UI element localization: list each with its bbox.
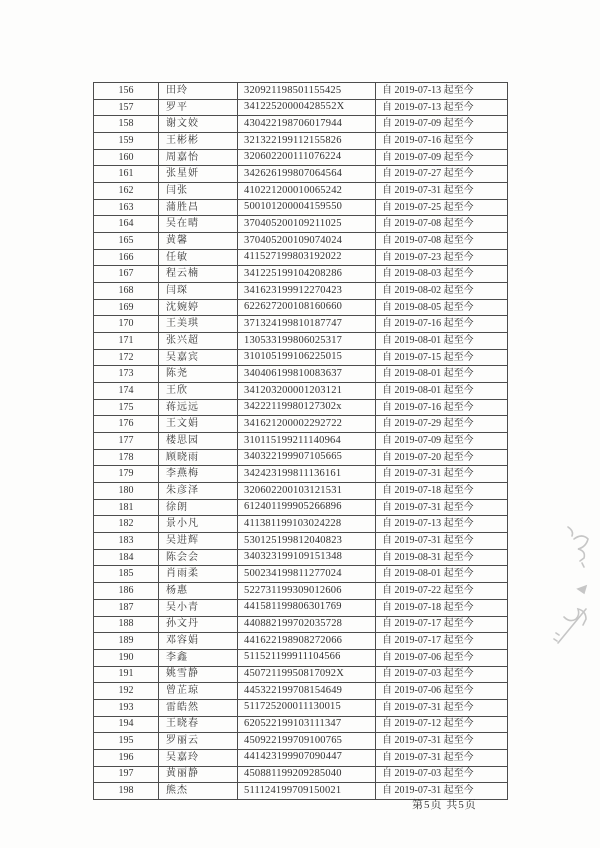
table-row — [94, 233, 508, 250]
period-cell: 自 2019-07-25 起至今 — [376, 199, 508, 216]
person-name-cell: 罗丽云 — [159, 733, 238, 750]
id-number-cell: 522731199309012606 — [238, 583, 376, 600]
id-number-cell: 342626199807064564 — [238, 166, 376, 183]
period-cell: 自 2019-08-01 起至今 — [376, 333, 508, 350]
period-cell: 自 2019-07-18 起至今 — [376, 599, 508, 616]
table-row — [94, 199, 508, 216]
period-cell: 自 2019-07-13 起至今 — [376, 99, 508, 116]
period-cell: 自 2019-07-09 起至今 — [376, 116, 508, 133]
row-number-cell: 176 — [94, 416, 159, 433]
id-number-cell: 411527199803192022 — [238, 249, 376, 266]
id-number-cell: 450881199209285040 — [238, 766, 376, 783]
id-number-cell: 500101200004159550 — [238, 199, 376, 216]
id-number-cell: 411381199103024228 — [238, 516, 376, 533]
period-cell: 自 2019-08-03 起至今 — [376, 266, 508, 283]
id-number-cell: 45072119950817092X — [238, 666, 376, 683]
person-name-cell: 吴小青 — [159, 599, 238, 616]
period-cell: 自 2019-07-16 起至今 — [376, 399, 508, 416]
period-cell: 自 2019-07-15 起至今 — [376, 349, 508, 366]
table-row — [94, 383, 508, 400]
row-number-cell: 192 — [94, 683, 159, 700]
person-name-cell: 朱彦泽 — [159, 483, 238, 500]
period-cell: 自 2019-07-31 起至今 — [376, 749, 508, 766]
id-number-cell: 430422198706017944 — [238, 116, 376, 133]
period-cell: 自 2019-07-06 起至今 — [376, 649, 508, 666]
id-number-cell: 441622198908272066 — [238, 633, 376, 650]
id-number-cell: 441581199806301769 — [238, 599, 376, 616]
id-number-cell: 321322199112155826 — [238, 133, 376, 150]
row-number-cell: 187 — [94, 599, 159, 616]
period-cell: 自 2019-07-03 起至今 — [376, 766, 508, 783]
table-row — [94, 599, 508, 616]
row-number-cell: 180 — [94, 483, 159, 500]
period-cell: 自 2019-07-16 起至今 — [376, 316, 508, 333]
person-name-cell: 李鑫 — [159, 649, 238, 666]
id-number-cell: 450922199709100765 — [238, 733, 376, 750]
person-name-cell: 王晓春 — [159, 716, 238, 733]
person-name-cell: 徐朗 — [159, 499, 238, 516]
table-row — [94, 283, 508, 300]
row-number-cell: 184 — [94, 549, 159, 566]
table-body — [94, 83, 508, 800]
row-number-cell: 185 — [94, 566, 159, 583]
table-row — [94, 266, 508, 283]
person-name-cell: 张兴超 — [159, 333, 238, 350]
table-row — [94, 699, 508, 716]
table-row — [94, 449, 508, 466]
table-row — [94, 466, 508, 483]
person-name-cell: 王欣 — [159, 383, 238, 400]
table-row — [94, 116, 508, 133]
row-number-cell: 174 — [94, 383, 159, 400]
person-name-cell: 熊杰 — [159, 783, 238, 800]
table-row — [94, 349, 508, 366]
row-number-cell: 182 — [94, 516, 159, 533]
row-number-cell: 171 — [94, 333, 159, 350]
row-number-cell: 173 — [94, 366, 159, 383]
row-number-cell: 160 — [94, 149, 159, 166]
table-row — [94, 499, 508, 516]
person-name-cell: 谢文姣 — [159, 116, 238, 133]
row-number-cell: 196 — [94, 749, 159, 766]
row-number-cell: 181 — [94, 499, 159, 516]
id-number-cell: 341623199912270423 — [238, 283, 376, 300]
row-number-cell: 159 — [94, 133, 159, 150]
period-cell: 自 2019-08-01 起至今 — [376, 566, 508, 583]
person-name-cell: 程云楠 — [159, 266, 238, 283]
row-number-cell: 195 — [94, 733, 159, 750]
table-row — [94, 583, 508, 600]
row-number-cell: 175 — [94, 399, 159, 416]
person-name-cell: 陈尧 — [159, 366, 238, 383]
id-number-cell: 320602200111076224 — [238, 149, 376, 166]
period-cell: 自 2019-07-31 起至今 — [376, 733, 508, 750]
id-number-cell: 410221200010065242 — [238, 183, 376, 200]
row-number-cell: 189 — [94, 633, 159, 650]
table-row — [94, 549, 508, 566]
period-cell: 自 2019-07-20 起至今 — [376, 449, 508, 466]
id-number-cell: 530125199812040823 — [238, 533, 376, 550]
id-number-cell: 342423199811136161 — [238, 466, 376, 483]
table-row — [94, 516, 508, 533]
id-number-cell: 441423199907090447 — [238, 749, 376, 766]
period-cell: 自 2019-08-02 起至今 — [376, 283, 508, 300]
table-row — [94, 249, 508, 266]
period-cell: 自 2019-07-17 起至今 — [376, 616, 508, 633]
person-name-cell: 雷皓然 — [159, 699, 238, 716]
period-cell: 自 2019-07-29 起至今 — [376, 416, 508, 433]
row-number-cell: 168 — [94, 283, 159, 300]
id-number-cell: 511725200011130015 — [238, 699, 376, 716]
person-name-cell: 李燕梅 — [159, 466, 238, 483]
person-name-cell: 黄馨 — [159, 233, 238, 250]
person-name-cell: 肖雨柔 — [159, 566, 238, 583]
row-number-cell: 166 — [94, 249, 159, 266]
period-cell: 自 2019-07-27 起至今 — [376, 166, 508, 183]
row-number-cell: 162 — [94, 183, 159, 200]
period-cell: 自 2019-07-31 起至今 — [376, 699, 508, 716]
row-number-cell: 194 — [94, 716, 159, 733]
id-number-cell: 310105199106225015 — [238, 349, 376, 366]
period-cell: 自 2019-08-05 起至今 — [376, 299, 508, 316]
personnel-roster-table — [93, 82, 508, 800]
row-number-cell: 172 — [94, 349, 159, 366]
period-cell: 自 2019-08-01 起至今 — [376, 366, 508, 383]
row-number-cell: 198 — [94, 783, 159, 800]
person-name-cell: 杨惠 — [159, 583, 238, 600]
row-number-cell: 156 — [94, 83, 159, 100]
id-number-cell: 371324199810187747 — [238, 316, 376, 333]
table-row — [94, 749, 508, 766]
table-row — [94, 99, 508, 116]
table-row — [94, 399, 508, 416]
id-number-cell: 34122520000428552X — [238, 99, 376, 116]
period-cell: 自 2019-07-13 起至今 — [376, 83, 508, 100]
person-name-cell: 王美琪 — [159, 316, 238, 333]
period-cell: 自 2019-07-08 起至今 — [376, 233, 508, 250]
person-name-cell: 陈会会 — [159, 549, 238, 566]
row-number-cell: 179 — [94, 466, 159, 483]
person-name-cell: 吴在晴 — [159, 216, 238, 233]
table-row — [94, 333, 508, 350]
id-number-cell: 341225199104208286 — [238, 266, 376, 283]
table-row — [94, 533, 508, 550]
row-number-cell: 177 — [94, 433, 159, 450]
id-number-cell: 34222119980127302x — [238, 399, 376, 416]
person-name-cell: 楼思园 — [159, 433, 238, 450]
row-number-cell: 169 — [94, 299, 159, 316]
id-number-cell: 440882199702035728 — [238, 616, 376, 633]
row-number-cell: 164 — [94, 216, 159, 233]
table-row — [94, 216, 508, 233]
period-cell: 自 2019-08-01 起至今 — [376, 383, 508, 400]
id-number-cell: 341621200002292722 — [238, 416, 376, 433]
id-number-cell: 320602200103121531 — [238, 483, 376, 500]
person-name-cell: 蒲胜昌 — [159, 199, 238, 216]
person-name-cell: 姚雪静 — [159, 666, 238, 683]
row-number-cell: 163 — [94, 199, 159, 216]
period-cell: 自 2019-08-31 起至今 — [376, 549, 508, 566]
table-row — [94, 366, 508, 383]
row-number-cell: 158 — [94, 116, 159, 133]
person-name-cell: 吴进辉 — [159, 533, 238, 550]
person-name-cell: 罗平 — [159, 99, 238, 116]
row-number-cell: 188 — [94, 616, 159, 633]
row-number-cell: 178 — [94, 449, 159, 466]
table-row — [94, 133, 508, 150]
period-cell: 自 2019-07-23 起至今 — [376, 249, 508, 266]
table-row — [94, 616, 508, 633]
row-number-cell: 193 — [94, 699, 159, 716]
person-name-cell: 闫张 — [159, 183, 238, 200]
id-number-cell: 130533199806025317 — [238, 333, 376, 350]
person-name-cell: 王彬彬 — [159, 133, 238, 150]
person-name-cell: 周嘉怡 — [159, 149, 238, 166]
table-row — [94, 733, 508, 750]
id-number-cell: 320921198501155425 — [238, 83, 376, 100]
period-cell: 自 2019-07-03 起至今 — [376, 666, 508, 683]
person-name-cell: 任敏 — [159, 249, 238, 266]
period-cell: 自 2019-07-31 起至今 — [376, 183, 508, 200]
person-name-cell: 景小凡 — [159, 516, 238, 533]
id-number-cell: 620522199103111347 — [238, 716, 376, 733]
id-number-cell: 340406199810083637 — [238, 366, 376, 383]
period-cell: 自 2019-07-31 起至今 — [376, 533, 508, 550]
person-name-cell: 曾芷琼 — [159, 683, 238, 700]
table-row — [94, 683, 508, 700]
row-number-cell: 183 — [94, 533, 159, 550]
faint-handwriting-mark — [540, 505, 600, 680]
period-cell: 自 2019-07-09 起至今 — [376, 433, 508, 450]
table-row — [94, 633, 508, 650]
row-number-cell: 197 — [94, 766, 159, 783]
row-number-cell: 186 — [94, 583, 159, 600]
period-cell: 自 2019-07-31 起至今 — [376, 466, 508, 483]
id-number-cell: 622627200108160660 — [238, 299, 376, 316]
table-row — [94, 299, 508, 316]
period-cell: 自 2019-07-09 起至今 — [376, 149, 508, 166]
person-name-cell: 吴嘉玲 — [159, 749, 238, 766]
person-name-cell: 张星妍 — [159, 166, 238, 183]
id-number-cell: 341203200001203121 — [238, 383, 376, 400]
person-name-cell: 蒋远远 — [159, 399, 238, 416]
table-row — [94, 649, 508, 666]
period-cell: 自 2019-07-12 起至今 — [376, 716, 508, 733]
table-row — [94, 183, 508, 200]
table-row — [94, 483, 508, 500]
period-cell: 自 2019-07-13 起至今 — [376, 516, 508, 533]
person-name-cell: 闫琛 — [159, 283, 238, 300]
person-name-cell: 孙文丹 — [159, 616, 238, 633]
table-row — [94, 166, 508, 183]
person-name-cell: 邓容娟 — [159, 633, 238, 650]
row-number-cell: 161 — [94, 166, 159, 183]
row-number-cell: 191 — [94, 666, 159, 683]
person-name-cell: 黄丽静 — [159, 766, 238, 783]
page-number-footer: 第5页 共5页 — [412, 799, 477, 811]
period-cell: 自 2019-07-08 起至今 — [376, 216, 508, 233]
id-number-cell: 500234199811277024 — [238, 566, 376, 583]
table-row — [94, 566, 508, 583]
period-cell: 自 2019-07-17 起至今 — [376, 633, 508, 650]
id-number-cell: 310115199211140964 — [238, 433, 376, 450]
period-cell: 自 2019-07-31 起至今 — [376, 499, 508, 516]
table-row — [94, 83, 508, 100]
table-row — [94, 666, 508, 683]
id-number-cell: 370405200109074024 — [238, 233, 376, 250]
person-name-cell: 王文娟 — [159, 416, 238, 433]
person-name-cell: 沈婉婷 — [159, 299, 238, 316]
period-cell: 自 2019-07-31 起至今 — [376, 783, 508, 800]
table-row — [94, 416, 508, 433]
id-number-cell: 445322199708154649 — [238, 683, 376, 700]
period-cell: 自 2019-07-22 起至今 — [376, 583, 508, 600]
table-row — [94, 716, 508, 733]
row-number-cell: 157 — [94, 99, 159, 116]
id-number-cell: 340322199907105665 — [238, 449, 376, 466]
table-row — [94, 433, 508, 450]
period-cell: 自 2019-07-16 起至今 — [376, 133, 508, 150]
person-name-cell: 吴嘉宾 — [159, 349, 238, 366]
row-number-cell: 170 — [94, 316, 159, 333]
table-row — [94, 766, 508, 783]
id-number-cell: 612401199905266896 — [238, 499, 376, 516]
id-number-cell: 511124199709150021 — [238, 783, 376, 800]
id-number-cell: 340323199109151348 — [238, 549, 376, 566]
row-number-cell: 190 — [94, 649, 159, 666]
row-number-cell: 165 — [94, 233, 159, 250]
table-row — [94, 149, 508, 166]
period-cell: 自 2019-07-18 起至今 — [376, 483, 508, 500]
person-name-cell: 田玲 — [159, 83, 238, 100]
row-number-cell: 167 — [94, 266, 159, 283]
period-cell: 自 2019-07-06 起至今 — [376, 683, 508, 700]
table-row — [94, 316, 508, 333]
id-number-cell: 370405200109211025 — [238, 216, 376, 233]
id-number-cell: 511521199911104566 — [238, 649, 376, 666]
person-name-cell: 顾晓雨 — [159, 449, 238, 466]
